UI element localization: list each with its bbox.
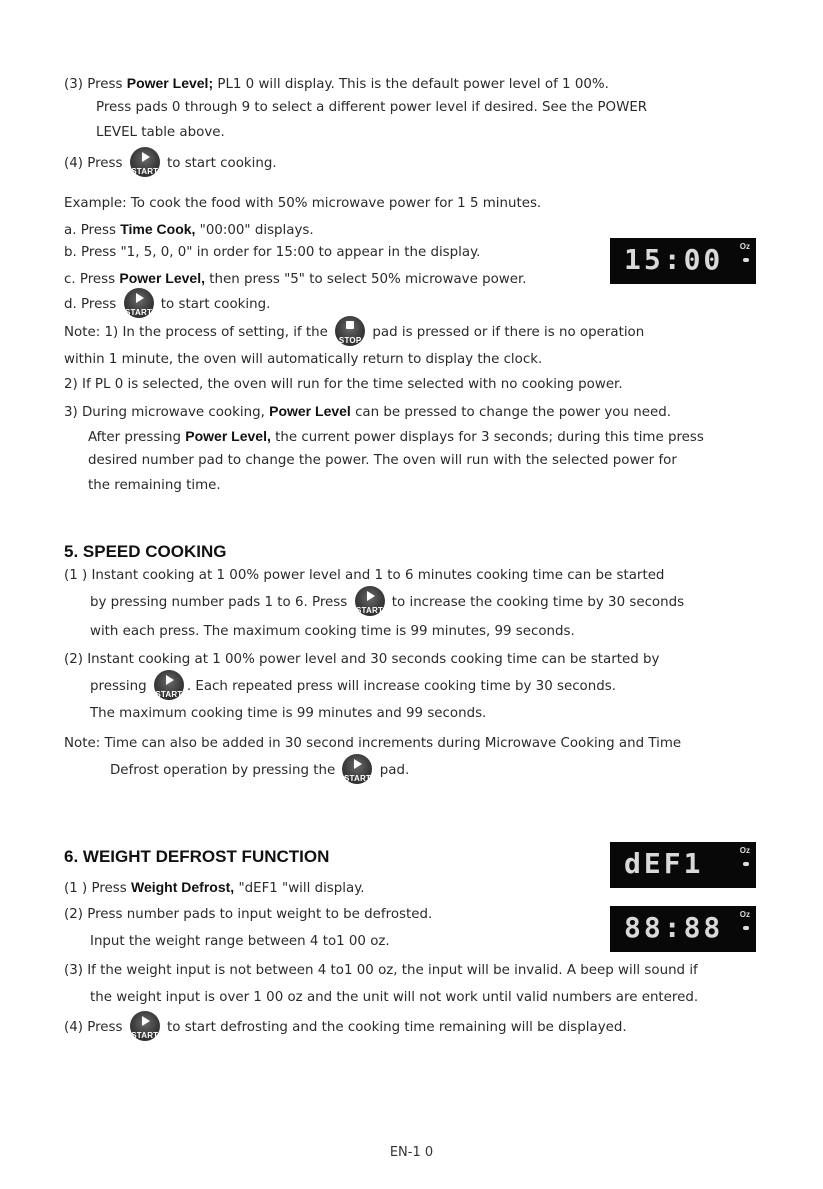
defrost-step-4: (4) Press START to start defrosting and the cooking time remaining will be displayed. <box>64 1019 627 1037</box>
text-line: LEVEL table above. <box>96 125 225 140</box>
start-button-icon: START <box>124 288 154 318</box>
example-step-c: c. Press Power Level, then press "5" to select 50% microwave power. <box>64 270 527 287</box>
example-text: Example: To cook the food with 50% microwave power for 1 5 minutes. <box>64 196 542 211</box>
text-line: pressing START . Each repeated press will increase cooking time by 30 seconds. <box>90 678 616 696</box>
text-line: desired number pad to change the power. The oven will run with the selected power for <box>88 453 677 468</box>
stop-button-icon: STOP <box>335 316 365 346</box>
step-4-start: (4) Press START to start cooking. <box>64 155 277 173</box>
note-1: Note: 1) In the process of setting, if the STOP pad is pressed or if there is no operation <box>64 324 644 342</box>
example-step-d: d. Press START to start cooking. <box>64 296 270 314</box>
example-step-a: a. Press Time Cook, "00:00" displays. <box>64 221 314 238</box>
defrost-step-1: (1 ) Press Weight Defrost, "dEF1 "will display. <box>64 879 365 896</box>
start-button-icon: START <box>130 1011 160 1041</box>
step-3-power-level: (3) Press Power Level; PL1 0 will display. This is the default power level of 1 00%. <box>64 75 609 92</box>
text-line: After pressing Power Level, the current power displays for 3 seconds; during this time press <box>88 428 704 445</box>
speed-note: Note: Time can also be added in 30 second increments during Microwave Cooking and Time <box>64 736 682 751</box>
section-heading-weight-defrost: 6. WEIGHT DEFROST FUNCTION <box>64 847 330 866</box>
speed-step-1: (1 ) Instant cooking at 1 00% power level and 1 to 6 minutes cooking time can be started <box>64 568 665 583</box>
page-number: EN-1 0 <box>389 1145 434 1160</box>
text-line: by pressing number pads 1 to 6. Press START to increase the cooking time by 30 seconds <box>90 594 684 612</box>
start-button-icon: START <box>130 147 160 177</box>
start-button-icon: START <box>355 586 385 616</box>
text-line: Press pads 0 through 9 to select a different power level if desired. See the POWER <box>96 100 648 115</box>
section-heading-speed-cooking: 5. SPEED COOKING <box>64 542 227 561</box>
note-2: 2) If PL 0 is selected, the oven will run for the time selected with no cooking power. <box>64 377 623 392</box>
text-line: within 1 minute, the oven will automatically return to display the clock. <box>64 352 543 367</box>
display-def1: dEF1 Oz <box>610 842 756 888</box>
defrost-step-3: (3) If the weight input is not between 4 to1 00 oz, the input will be invalid. A beep will sound if <box>64 963 698 978</box>
start-button-icon: START <box>154 670 184 700</box>
start-button-icon: START <box>342 754 372 784</box>
defrost-step-2: (2) Press number pads to input weight to be defrosted. <box>64 907 433 922</box>
speed-step-2: (2) Instant cooking at 1 00% power level and 30 seconds cooking time can be started by <box>64 652 660 667</box>
text-line: the remaining time. <box>88 478 221 493</box>
text-line: with each press. The maximum cooking time is 99 minutes, 99 seconds. <box>90 624 575 639</box>
display-15-00: 15:00 Oz <box>610 238 756 284</box>
text-line: the weight input is over 1 00 oz and the unit will not work until valid numbers are entered. <box>90 990 699 1005</box>
text-line: Defrost operation by pressing the START pad. <box>110 762 409 780</box>
display-88-88: 88:88 Oz <box>610 906 756 952</box>
note-3: 3) During microwave cooking, Power Level can be pressed to change the power you need. <box>64 403 671 420</box>
text-line: Input the weight range between 4 to1 00 oz. <box>90 934 390 949</box>
example-step-b: b. Press "1, 5, 0, 0" in order for 15:00 to appear in the display. <box>64 245 481 260</box>
text-line: The maximum cooking time is 99 minutes and 99 seconds. <box>90 706 487 721</box>
